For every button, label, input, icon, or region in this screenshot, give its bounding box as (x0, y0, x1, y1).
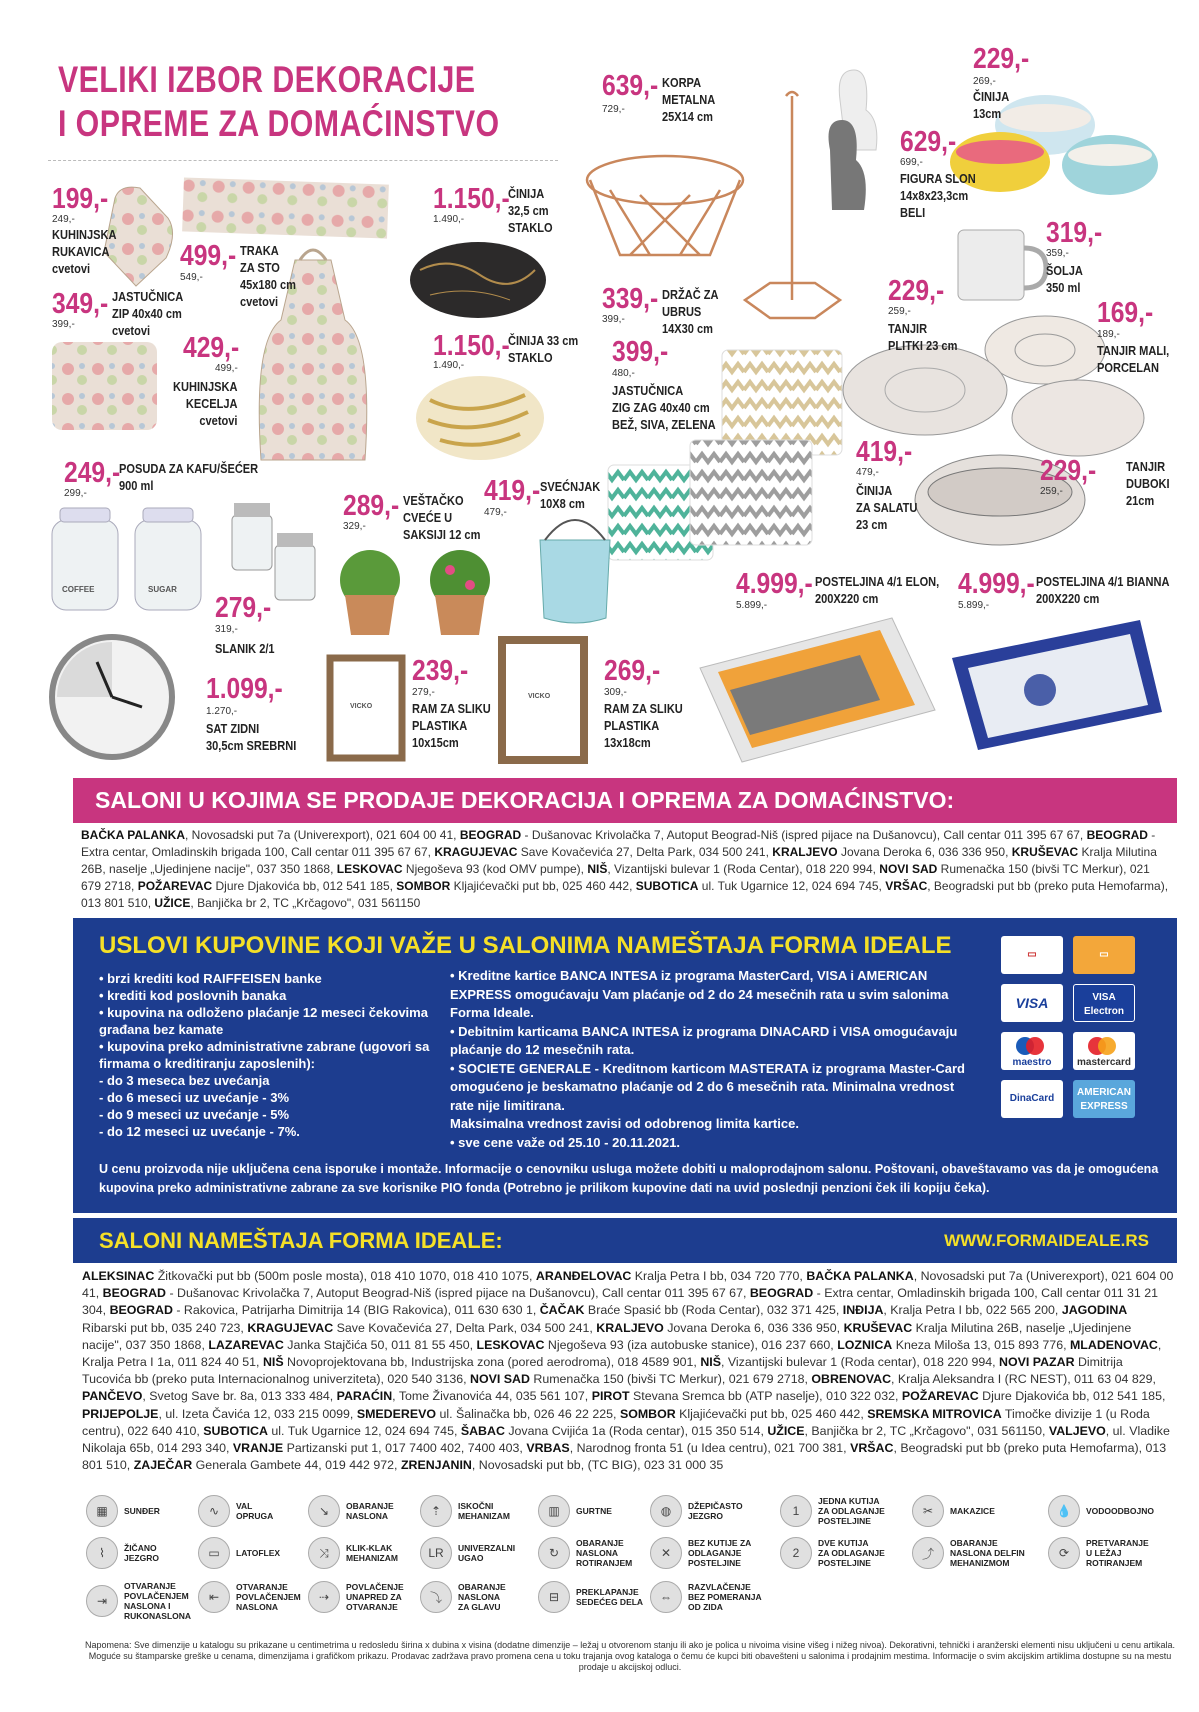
rotate-recline-icon: ↻ (538, 1537, 570, 1569)
condition-item: • SOCIETE GENERALE - Kreditnom karticom MASTERATA iz programa Master-Card omogućeno je beskamatno plaćanje od 2 do 6 mesečnih rata. Minimalna vrednost rate nije limitirana. (450, 1060, 965, 1113)
price-jastucnica-zig: 399,- (612, 336, 669, 368)
condition-item: - do 6 meseci uz uvećanje - 3% (99, 1090, 290, 1105)
click-clack-icon: ⤨ (308, 1537, 340, 1569)
straps-icon: ▥ (538, 1495, 570, 1527)
frame-small-label: VICKO (350, 703, 373, 710)
old-price-figura: 699,- (900, 157, 923, 168)
conditions-note: U cenu proizvoda nije uključena cena isporuke i montaže. Informacije o cenovniku usluga možete dobiti u maloprodajnom salonu. Poštovani, obaveštavamo vas da je omogućena kupovina preko administrativne zabrane za sve korisnike PIO fonda (Potrebno je prilikom kupovine dati na uvid poslednji penzioni ček ili kopiju čeka). (99, 1162, 1159, 1195)
old-price-cinija-staklo: 1.490,- (433, 214, 465, 225)
legend-item: ✕ BEZ KUTIJE ZA ODLAGANJE POSTELJINE (650, 1537, 751, 1569)
price-slanik: 279,- (215, 592, 272, 624)
pocket-spring-icon: ◍ (650, 1495, 682, 1527)
price-korpa: 639,- (602, 70, 659, 102)
rotate-bed-icon: ⟳ (1048, 1537, 1080, 1569)
price-kecelja: 429,- (183, 332, 240, 364)
condition-item: • kupovina preko administrativne zabrane (ugovori sa firmama o kreditiranju zaposlenih): (99, 1039, 430, 1071)
name-figura: FIGURA SLON 14x8x23,3cm BELI (900, 171, 976, 220)
intesa-card-icon: ▭ (1001, 936, 1063, 974)
shakers-image (232, 503, 315, 600)
name-traka: TRAKA ZA STO 45x180 cm cvetovi (240, 243, 296, 309)
frame-large-label: VICKO (528, 693, 551, 700)
old-price-tanjir-duboki: 259,- (1040, 486, 1063, 497)
price-drzac: 339,- (602, 283, 659, 315)
name-tanjir-duboki: TANJIR DUBOKI 21cm (1126, 459, 1170, 508)
name-solja: ŠOLJA 350 ml (1046, 263, 1083, 295)
elephant-figure-image (829, 70, 877, 210)
price-solja: 319,- (1046, 217, 1103, 249)
old-price-tanjir-plitki: 259,- (888, 306, 911, 317)
dinacard-icon: DinaCard (1001, 1080, 1063, 1118)
name-slanik: SLANIK 2/1 (215, 641, 275, 656)
legend-item: 1 JEDNA KUTIJA ZA ODLAGANJE POSTELJINE (780, 1495, 885, 1527)
old-price-cinija-salata: 479,- (856, 467, 879, 478)
frame-large-image (502, 640, 584, 760)
price-posuda: 249,- (64, 457, 121, 489)
furniture-salons-list: ALEKSINAC Žitkovački put bb (500m posle mosta), 018 410 1070, 018 410 1075, ARANĐELOVAC Kralja Petra I bb, 034 720 770, BAČKA PALANKA, Novosadski put 7a (Univerexport), 021 604 00 41, BEOGRAD - Dušanovac Krivolačka 7, Autoput Beograd-Niš (ispred pijace na Dušanovcu), Call centar 011 395 67 67, BEOGRAD - Extra centar, Omladinskih brigada 100, Call centar 011 31 21 304, BEOGRAD - Rakovica, Patrijarha Dimitrija 14 (BIG Rakovica), 011 630 630 1, ČAČAK Braće Spasić bb (Roda Centar), 032 371 425, INĐIJA, Kralja Petra I bb, 022 565 200, JAGODINA Ribarski put bb, 035 240 723, KRAGUJEVAC Save Kovačevića 27, Delta Park, 034 500 241, KRALJEVO Jovana Deroka 6, 036 336 950, KRUŠEVAC Kralja Milutina 26B, naselje „Ujedinjene nacije", 037 350 1868, LAZAREVAC Janka Stajčića 50, 011 81 55 450, LESKOVAC Njegoševa 93 (iza autobuske stanice), 016 237 660, LOZNICA Kneza Miloša 13, 015 893 776, MLADENOVAC, Kralja Petra I 1a, 011 824 40 51, NIŠ Novoprojektovana bb, Industrijska zona (pored aerodroma), 018 4589 901, NIŠ, Vizantijski bulevar 1 (Roda centar), 018 220 994, NOVI PAZAR Dimitrija Tucovića bb (preko puta Internacionalnog univerziteta), 020 540 3136, NOVI SAD Rumenačka 150 (bivši TC Merkur), 021 679 2718, OBRENOVAC, Kralja Aleksandra I (RC NEST), 011 63 04 829, PANČEVO, Svetog Save br. 8a, 013 333 484, PARAĆIN, Tome Živanovića 44, 035 561 107, PIROT Stevana Sremca bb (ATP naselje), 010 322 032, POŽAREVAC Djure Djakovića bb, 012 541 185, PRIJEPOLJE, ul. Izeta Čavića 12, 033 215 0099, SMEDEREVO ul. Šalinačka bb, 026 46 22 225, SOMBOR Kljajićevački put bb, 025 460 442, SREMSKA MITROVICA Timočke divizije 1 (u Roda centru), 022 640 410, SUBOTICA ul. Tuk Ugarnice 12, 024 694 745, ŠABAC Jovana Cvijića 1a (Roda centar), 015 350 514, UŽICE, Banjička br 2, TC „Krčagovo", 031 561150, VALJEVO, ul. Vladike Nikolaja 65b, 014 293 340, VRANJE Partizanski put 1, 017 7400 402, 7400 403, VRBAS, Narodnog fronta 51 (u Idea centru), 021 700 381, VRŠAC, Beogradski put bb (preko puta Hemofarma), 013 801 510, ZAJEČAR Generala Gambete 44, 019 442 972, ZRENJANIN, Novosadski put bb, (TC BIG), 023 31 000 35 (82, 1269, 1174, 1473)
old-price-jastucnica-zig: 480,- (612, 368, 635, 379)
conditions-left-list (99, 970, 441, 1140)
name-tanjir-plitki: TANJIR PLITKI 23 cm (888, 321, 958, 353)
price-cinija-staklo: 1.150,- (433, 183, 510, 215)
price-bianna: 4.999,- (958, 568, 1035, 600)
legend-item: ⤴ OBARANJE NASLONA DELFIN MEHANIZMOM (912, 1537, 1025, 1569)
title-line-1: VELIKI IZBOR DEKORACIJE (58, 59, 476, 100)
legend-item: ↘ OBARANJE NASLONA (308, 1495, 394, 1527)
old-price-slanik: 319,- (215, 624, 238, 635)
legend-item: ⇤ OTVARANJE POVLAČENJEM NASLONA (198, 1581, 301, 1613)
legend-item: ⊟ PREKLAPANJE SEDEĆEG DELA (538, 1581, 643, 1613)
name-ram-10: RAM ZA SLIKU PLASTIKA 10x15cm (412, 701, 491, 750)
condition-item: Maksimalna vrednost zavisi od odobrenog limita kartice. (450, 1116, 799, 1131)
name-ram-13: RAM ZA SLIKU PLASTIKA 13x18cm (604, 701, 683, 750)
name-cinija-33: ČINIJA 33 cm STAKLO (508, 333, 579, 365)
old-price-cinija-33: 1.490,- (433, 360, 465, 371)
price-cvece: 289,- (343, 490, 400, 522)
old-price-bianna: 5.899,- (958, 600, 990, 611)
price-tanjir-duboki: 229,- (1040, 455, 1097, 487)
legend-item: ⇥ OTVARANJE POVLAČENJEM NASLONA I RUKONASLONA (86, 1581, 191, 1621)
old-price-cvece: 329,- (343, 521, 366, 532)
pull-arm-icon: ⇥ (86, 1585, 118, 1617)
name-svecnjak: SVEĆNJAK 10X8 cm (540, 479, 601, 511)
legend-item: ⟳ PRETVARANJE U LEŽAJ ROTIRANJEM (1048, 1537, 1149, 1569)
legend-item: ◍ DŽEPIČASTO JEZGRO (650, 1495, 743, 1527)
price-cinija-13: 229,- (973, 43, 1030, 75)
scissors-icon: ✂ (912, 1495, 944, 1527)
legend-item: ⤨ KLIK-KLAK MEHANIZAM (308, 1537, 398, 1569)
legend-item: ▦ SUNĐER (86, 1495, 160, 1527)
pillow-image (52, 342, 157, 430)
legend-item: ▭ LATOFLEX (198, 1537, 280, 1569)
legend-item: ∿ VAL OPRUGA (198, 1495, 273, 1527)
legend-item: 💧 VODOODBOJNO (1048, 1495, 1154, 1527)
condition-item: • Kreditne kartice BANCA INTESA iz programa MasterCard, VISA i AMERICAN EXPRESS omogućavaju Vam plaćanje od 2 do 24 mesečnih rata u svim salonima Forma Ideale. (450, 968, 949, 1020)
old-price-kecelja: 499,- (215, 363, 238, 374)
pull-back-icon: ⇤ (198, 1581, 230, 1613)
old-price-elon: 5.899,- (736, 600, 768, 611)
universal-corner-icon: LR (420, 1537, 452, 1569)
furniture-salons-title: SALONI NAMEŠTAJA FORMA IDEALE: (99, 1228, 503, 1253)
price-figura: 629,- (900, 126, 957, 158)
maestro-icon: maestro (1001, 1032, 1063, 1070)
maestro-logo-art (1011, 1034, 1051, 1066)
old-price-rukavica: 249,- (52, 214, 75, 225)
legend-item: 2 DVE KUTIJA ZA ODLAGANJE POSTELJINE (780, 1537, 885, 1569)
old-price-cinija-13: 269,- (973, 76, 996, 87)
old-price-sat: 1.270,- (206, 706, 238, 717)
legend-item: ⌇ ŽIČANO JEZGRO (86, 1537, 159, 1569)
condition-item: • Debitnim karticama BANCA INTESA iz programa DINACARD i VISA omogućavaju plaćanje do 12 mesečnih rata. (450, 1023, 958, 1057)
clock-image (52, 637, 172, 757)
price-tanjir-plitki: 229,- (888, 275, 945, 307)
pull-forward-icon: ⇢ (308, 1581, 340, 1613)
old-price-posuda: 299,- (64, 488, 87, 499)
price-sat: 1.099,- (206, 673, 283, 705)
price-ram-13: 269,- (604, 655, 661, 687)
price-cinija-33: 1.150,- (433, 330, 510, 362)
name-cvece: VEŠTAČKO CVEĆE U SAKSIJI 12 cm (403, 493, 481, 542)
societe-card-icon: ▭ (1073, 936, 1135, 974)
condition-item: • brzi krediti kod RAIFFEISEN banke (99, 971, 322, 986)
purchase-conditions (73, 918, 1177, 1213)
name-drzac: DRŽAČ ZA UBRUS 14X30 cm (662, 287, 719, 336)
latoflex-icon: ▭ (198, 1537, 230, 1569)
title-line-2: I OPREME ZA DOMAĆINSTVO (58, 103, 500, 144)
dolphin-icon: ⤴ (912, 1537, 944, 1569)
name-korpa: KORPA METALNA 25X14 cm (662, 75, 716, 124)
old-price-ram-13: 309,- (604, 687, 627, 698)
deco-salons-banner: SALONI U KOJIMA SE PRODAJE DEKORACIJA I OPREMA ZA DOMAĆINSTVO: (73, 778, 1177, 823)
old-price-svecnjak: 479,- (484, 507, 507, 518)
name-rukavica: KUHINJSKA RUKAVICA cvetovi (52, 227, 117, 276)
price-elon: 4.999,- (736, 568, 813, 600)
condition-item: • krediti kod poslovnih banaka (99, 988, 287, 1003)
sugar-label: SUGAR (148, 585, 177, 594)
sponge-icon: ▦ (86, 1495, 118, 1527)
name-cinija-13: ČINIJA 13cm (973, 89, 1010, 121)
extend-icon: ⇔ (650, 1581, 682, 1613)
spring-icon: ∿ (198, 1495, 230, 1527)
headrest-icon: ⤵ (420, 1581, 452, 1613)
visa-electron-icon: VISA Electron (1073, 984, 1135, 1022)
price-cinija-salata: 419,- (856, 436, 913, 468)
old-price-ram-10: 279,- (412, 687, 435, 698)
plants-image (340, 550, 490, 635)
wire-core-icon: ⌇ (86, 1537, 118, 1569)
name-jastucnica-zip: JASTUČNICA ZIP 40x40 cm cvetovi (112, 289, 184, 338)
feature-legend (80, 1495, 1180, 1635)
condition-item: • kupovina na odloženo plaćanje 12 meseci čekovima građana bez kamate (99, 1005, 428, 1037)
old-price-tanjir-mali: 189,- (1097, 329, 1120, 340)
condition-item: - do 9 meseci uz uvećanje - 5% (99, 1107, 290, 1122)
old-price-solja: 359,- (1046, 248, 1069, 259)
candle-holder-image (540, 520, 610, 623)
name-bianna: POSTELJINA 4/1 BIANNA 200X220 cm (1036, 574, 1170, 606)
jars-image (52, 508, 201, 610)
website-link[interactable]: WWW.FORMAIDEALE.RS (944, 1231, 1149, 1250)
name-cinija-staklo: ČINIJA 32,5 cm STAKLO (508, 186, 553, 235)
price-rukavica: 199,- (52, 183, 109, 215)
coffee-label: COFFEE (62, 585, 95, 594)
name-kecelja: KUHINJSKA KECELJA cvetovi (173, 379, 238, 428)
runner-image (182, 177, 389, 238)
water-drop-icon: 💧 (1048, 1495, 1080, 1527)
two-box-icon: 2 (780, 1537, 812, 1569)
legend-item: ▥ GURTNE (538, 1495, 612, 1527)
name-jastucnica-zig: JASTUČNICA ZIG ZAG 40x40 cm BEŽ, SIVA, ZELENA (612, 383, 716, 432)
old-price-jastucnica-zip: 399,- (52, 319, 75, 330)
amex-icon: AMERICAN EXPRESS (1073, 1080, 1135, 1118)
legend-item: ⤵ OBARANJE NASLONA ZA GLAVU (420, 1581, 506, 1613)
old-price-korpa: 729,- (602, 104, 625, 115)
towel-holder-image (745, 92, 840, 318)
name-sat: SAT ZIDNI 30,5cm SREBRNI (206, 721, 297, 753)
price-svecnjak: 419,- (484, 475, 541, 507)
price-tanjir-mali: 169,- (1097, 297, 1154, 329)
legend-item: ⇔ RAZVLAČENJE BEZ POMERANJA OD ZIDA (650, 1581, 762, 1613)
conditions-right-list (450, 967, 970, 1152)
popup-icon: ⇡ (420, 1495, 452, 1527)
name-cinija-salata: ČINIJA ZA SALATU 23 cm (856, 483, 918, 532)
price-jastucnica-zip: 349,- (52, 288, 109, 320)
old-price-drzac: 399,- (602, 314, 625, 325)
name-posuda: POSUDA ZA KAFU/ŠEĆER 900 ml (119, 461, 259, 493)
card-logos-art (1083, 1034, 1123, 1066)
price-ram-10: 239,- (412, 655, 469, 687)
visa-card-icon: VISA (1001, 984, 1063, 1022)
conditions-title: USLOVI KUPOVINE KOJI VAŽE U SALONIMA NAMEŠTAJA FORMA IDEALE (99, 932, 952, 959)
condition-item: • sve cene važe od 25.10 - 20.11.2021. (450, 1134, 681, 1150)
condition-item: - do 12 meseci uz uvećanje - 7%. (99, 1124, 300, 1139)
name-elon: POSTELJINA 4/1 ELON, 200X220 cm (815, 574, 940, 606)
legend-item: ✂ MAKAZICE (912, 1495, 995, 1527)
one-box-icon: 1 (780, 1495, 812, 1527)
furniture-salons-banner (73, 1218, 1177, 1263)
bedding-elon-image (700, 618, 935, 762)
footnote: Napomena: Sve dimenzije u katalogu su prikazane u centimetrima u redosledu širina x dubina x visina (dodatne dimenzije – ležaj u otvorenom stanju ili ako je polica u nivoima visine višeg i nižeg nivoa). Dekorativni, tehnički i aranžerski elementi nisu uključeni u cenu artikala. Moguće su štamparske greške u cenama, dimenzijama i grafičkom prikazu. Prodavac zadržava pravo promena cena u toku trajanja ovog kataloga o čemu će kupci biti obavešteni u salonima i prodajnim mestima. Informacije o svim akcijskim artiklima dostupne su na mestu prodaje u akcijskoj odluci. (84, 1640, 1176, 1672)
gold-bowl-image (416, 376, 544, 460)
recline-icon: ↘ (308, 1495, 340, 1527)
legend-item: ↻ OBARANJE NASLONA ROTIRANJEM (538, 1537, 632, 1569)
legend-item: LR UNIVERZALNI UGAO (420, 1537, 515, 1569)
mastercard-icon: mastercard (1073, 1032, 1135, 1070)
fold-seat-icon: ⊟ (538, 1581, 570, 1613)
mug-image (958, 230, 1046, 300)
price-traka: 499,- (180, 240, 237, 272)
no-box-icon: ✕ (650, 1537, 682, 1569)
old-price-traka: 549,- (180, 272, 203, 283)
condition-item: - do 3 meseca bez uvećanja (99, 1073, 270, 1088)
legend-item: ⇡ ISKOČNI MEHANIZAM (420, 1495, 510, 1527)
legend-item: ⇢ POVLAČENJE UNAPRED ZA OTVARANJE (308, 1581, 404, 1613)
basket-image (587, 156, 743, 255)
marble-bowl-image (410, 242, 546, 318)
name-tanjir-mali: TANJIR MALI, PORCELAN (1097, 343, 1170, 375)
bedding-bianna-image (952, 620, 1162, 750)
deco-salons-list: BAČKA PALANKA, Novosadski put 7a (Univerexport), 021 604 00 41, BEOGRAD - Dušanovac Krivolačka 7, Autoput Beograd-Niš (ispred pijace na Dušanovcu), Call centar 011 395 67 67, BEOGRAD - Extra centar, Omladinskih brigada 100, Call centar 011 395 67 67, KRAGUJEVAC Save Kovačevića 27, Delta Park, 034 500 241, KRALJEVO Jovana Deroka 6, 036 336 950, KRUŠEVAC Kralja Milutina 26B, naselje „Ujedinjene nacije", 037 350 1868, LESKOVAC Njegoševa 93 (kod OMV pumpe), NIŠ, Vizantijski bulevar 1 (Roda Centar), 018 220 994, NOVI SAD Rumenačka 150 (bivši TC Merkur), 021 679 2718, POŽAREVAC Djure Djakovića bb, 012 541 185, SOMBOR Kljajićevački put bb, 025 460 442, SUBOTICA ul. Tuk Ugarnice 12, 024 694 745, VRŠAC, Beogradski put bb (preko puta Hemofarma), 013 801 510, UŽICE, Banjička br 2, TC „Krčagovo", 031 561150 (81, 828, 1169, 910)
